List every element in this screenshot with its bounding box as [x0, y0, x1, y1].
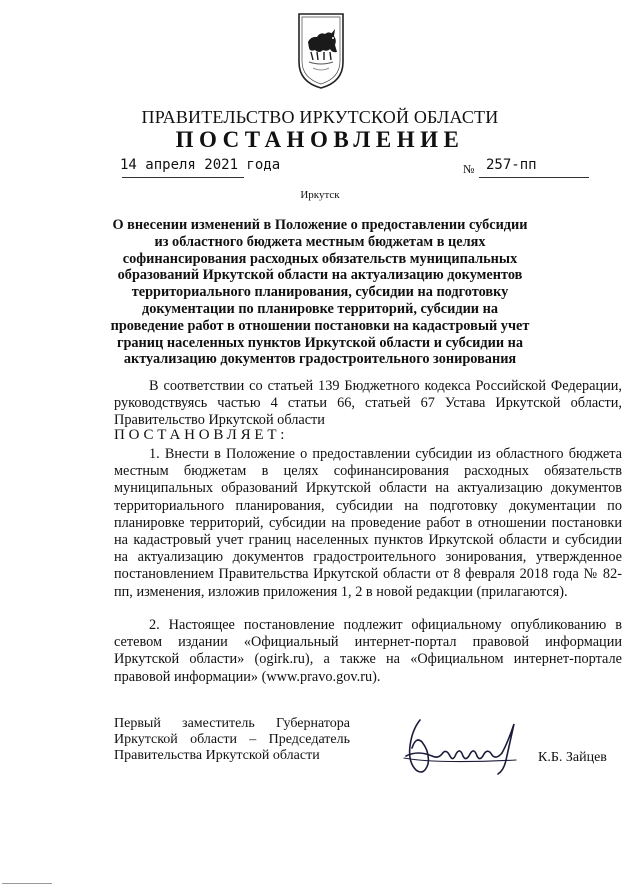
signer-name: К.Б. Зайцев: [538, 750, 607, 765]
preamble-paragraph: В соответствии со статьей 139 Бюджетного кодекса Российской Федерации, руководствуясь частью 4 статьи 66, статьей 67 Устава Иркутской области, Правительство Иркутской области: [114, 378, 622, 429]
number-underline: [479, 177, 589, 178]
signer-position: [114, 716, 350, 764]
date-underline: [122, 177, 244, 178]
number-sign: №: [463, 162, 475, 176]
signer-position-line-1: Первый заместитель Губернатора: [114, 716, 350, 731]
city: Иркутск: [300, 189, 340, 201]
coat-of-arms-emblem: [297, 12, 345, 90]
decree-date: 14 апреля 2021 года: [120, 157, 281, 173]
handwritten-signature: [398, 712, 534, 782]
document-type: ПОСТАНОВЛЕНИЕ: [175, 127, 465, 152]
decree-title: О внесении изменений в Положение о предоставлении субсидии из областного бюджета местным бюджетам в целях софинансирования расходных обязательств муниципальных образований Иркутской области на актуализацию документов территориального планирования, субсидии на подготовку документации по планировке территорий, субсидии на проведение работ в отношении постановки на кадастровый учет границ населенных пунктов Иркутской области и субсидии на актуализацию документов градостроительного зонирования: [110, 217, 530, 368]
signer-position-line-2: Иркутской области – Председатель: [114, 732, 350, 747]
resolves-heading: ПОСТАНОВЛЯЕТ:: [114, 427, 289, 443]
item-2-paragraph: 2. Настоящее постановление подлежит официальному опубликованию в сетевом издании «Официальный интернет-портал правовой информации Иркутской области» (ogirk.ru), а также на «Официальном интернет-портале правовой информации» (www.pravo.gov.ru).: [114, 617, 622, 685]
decree-number: 257-пп: [486, 157, 537, 173]
government-name: ПРАВИТЕЛЬСТВО ИРКУТСКОЙ ОБЛАСТИ: [141, 107, 499, 127]
item-1-paragraph: 1. Внести в Положение о предоставлении субсидии из областного бюджета местным бюджетам в целях софинансирования расходных обязательств муниципальных образований Иркутской области на актуализацию документов территориального планирования, субсидии на подготовку документации по планировке территорий, субсидии на проведение работ в отношении постановки на кадастровый учет границ населенных пунктов Иркутской области и субсидии на актуализацию документов градостроительного зонирования, утвержденное постановлением Правительства Иркутской области от 8 февраля 2018 года № 82-пп, изменения, изложив приложения 1, 2 в новой редакции (прилагаются).: [114, 446, 622, 600]
signer-position-line-3: Правительства Иркутской области: [114, 748, 320, 763]
footer-divider: [2, 883, 52, 884]
